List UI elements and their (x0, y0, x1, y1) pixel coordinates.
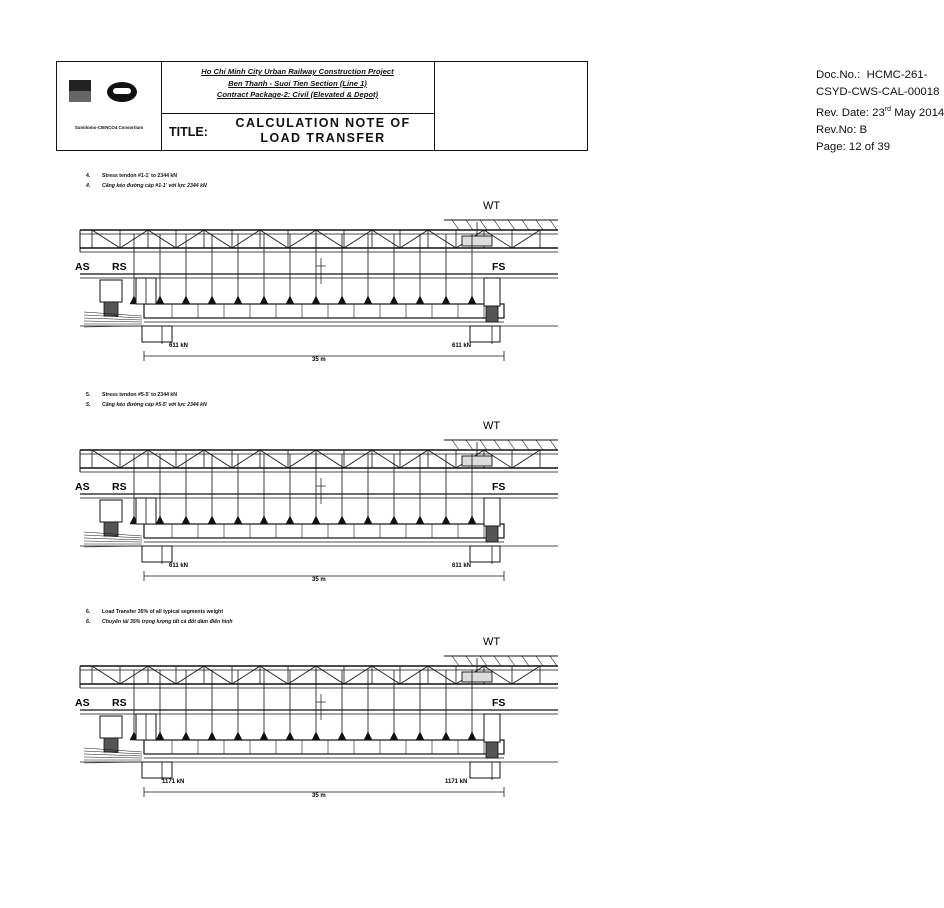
hanger-jack (208, 296, 216, 304)
load-right-label: 1171 kN (445, 779, 468, 785)
as-label: AS (75, 481, 90, 493)
doc-no-line1: HCMC-261- (866, 69, 928, 81)
hanger-jack (416, 516, 424, 524)
hanger-jack (468, 296, 476, 304)
auxiliary-support (100, 500, 122, 522)
truss-diagonal (512, 666, 540, 684)
hanger-jack (338, 296, 346, 304)
page-number: Page: 12 of 39 (816, 140, 891, 153)
step-text-en: Stress tendon #5-5' to 2344 kN (102, 392, 178, 398)
launching-gantry-drawing (72, 180, 566, 375)
hanger-jack (442, 296, 450, 304)
step-text-vi: Căng kéo đường cáp #1-1' với lực 2344 kN (102, 182, 207, 189)
hanger-jack (468, 516, 476, 524)
truss-diagonal (148, 230, 176, 248)
truss-diagonal (232, 666, 260, 684)
step-number: 4. (86, 173, 91, 179)
load-left-label: 611 kN (169, 563, 189, 569)
pier-hatch (84, 754, 142, 756)
hanger-jack (338, 516, 346, 524)
truss-diagonal (288, 230, 316, 248)
document-title (217, 116, 429, 146)
auxiliary-support (100, 716, 122, 738)
pier-left (142, 762, 172, 778)
auxiliary-support (100, 280, 122, 302)
pier-right (470, 762, 500, 778)
project-line: Ben Thanh - Suoi Tien Section (Line 1) (228, 78, 367, 88)
hanger-jack (312, 732, 320, 740)
front-support (484, 498, 500, 526)
nose-girder-lacing (494, 440, 501, 450)
project-line: Contract Package-2: Civil (Elevated & Depot) (216, 90, 379, 99)
truss-diagonal (372, 230, 400, 248)
front-support-base (486, 306, 498, 322)
front-support-base (486, 526, 498, 542)
hanger-jack (260, 732, 268, 740)
nose-girder-lacing (452, 440, 459, 450)
hanger-jack (208, 732, 216, 740)
nose-girder-lacing (494, 656, 501, 666)
truss-diagonal (512, 230, 540, 248)
hanger-jack (208, 516, 216, 524)
nose-girder-lacing (466, 220, 473, 230)
nose-girder-lacing (466, 656, 473, 666)
winch-trolley (462, 236, 492, 246)
hanger-jack (182, 296, 190, 304)
step-text-en: Stress tendon #1-1' to 2344 kN (102, 173, 178, 179)
project-line: Ho Chi Minh City Urban Railway Construction Project (201, 67, 394, 76)
truss-diagonal (372, 666, 400, 684)
rev-date-rest: May 2014 (894, 106, 944, 119)
step-number: 4. (86, 182, 91, 189)
truss-diagonal (204, 230, 232, 248)
pier-hatch (84, 318, 142, 320)
load-left-label: 611 kN (169, 343, 189, 349)
pier-left (142, 326, 172, 342)
nose-girder-lacing (452, 656, 459, 666)
truss-diagonal (400, 666, 428, 684)
hanger-jack (390, 732, 398, 740)
hanger-jack (260, 516, 268, 524)
nose-girder-lacing (522, 440, 529, 450)
nose-girder-lacing (550, 656, 557, 666)
hanger-jack (390, 516, 398, 524)
fs-label: FS (492, 261, 506, 273)
gantry-structure (80, 220, 558, 361)
hanger-jack (182, 516, 190, 524)
project-name (161, 66, 434, 101)
truss-diagonal (176, 666, 204, 684)
truss-diagonal (512, 450, 540, 468)
winch-trolley (462, 456, 492, 466)
step-text-vi: Căng kéo đường cáp #5-5' với lực 2344 kN (102, 401, 207, 408)
hanger-jack (312, 516, 320, 524)
nose-girder-lacing (536, 656, 543, 666)
truss-diagonal (316, 230, 344, 248)
pier-left (142, 546, 172, 562)
fs-label: FS (492, 481, 506, 493)
nose-girder-lacing (480, 440, 487, 450)
truss-diagonal (288, 450, 316, 468)
hanger-jack (260, 296, 268, 304)
launching-gantry-drawing (72, 616, 566, 811)
truss-diagonal (232, 230, 260, 248)
hanger-jack (234, 732, 242, 740)
load-left-label: 1171 kN (162, 779, 185, 785)
hanger-jack (182, 732, 190, 740)
pier-hatch (84, 541, 142, 542)
hanger-jack (286, 516, 294, 524)
nose-girder-lacing (508, 440, 515, 450)
rev-date-label: Rev. Date: (816, 106, 869, 119)
step-number: 6. (86, 609, 91, 615)
truss-diagonal (204, 450, 232, 468)
nose-girder-lacing (480, 656, 487, 666)
truss-diagonal (176, 450, 204, 468)
pier-hatch (84, 321, 142, 322)
truss-diagonal (428, 230, 456, 248)
as-label: AS (75, 697, 90, 709)
truss-diagonal (428, 666, 456, 684)
winch-trolley (462, 672, 492, 682)
truss-diagonal (176, 230, 204, 248)
step-text-vi: Chuyển tải 35% trọng lượng tất cả đốt dầm điển hình (102, 618, 233, 625)
truss-diagonal (316, 666, 344, 684)
span-label: 35 m (312, 793, 326, 799)
nose-girder-lacing (522, 220, 529, 230)
pier-hatch (84, 538, 142, 540)
sumitomo-logo (69, 80, 91, 102)
title-line: CALCULATION NOTE OF (235, 116, 411, 130)
front-support (484, 714, 500, 742)
truss-diagonal (372, 450, 400, 468)
divider (161, 113, 434, 114)
title-label: TITLE: (169, 125, 208, 139)
nose-girder-lacing (536, 220, 543, 230)
hanger-jack (312, 296, 320, 304)
hanger-jack (338, 732, 346, 740)
rev-date-suffix: rd (884, 106, 892, 113)
doc-no-line2: CSYD-CWS-CAL-00018 (816, 86, 940, 98)
hanger-jack (364, 732, 372, 740)
hanger-jack (286, 296, 294, 304)
hanger-jack (156, 296, 164, 304)
span-label: 35 m (312, 357, 326, 363)
nose-girder-lacing (522, 656, 529, 666)
hanger-jack (390, 296, 398, 304)
hanger-jack (364, 296, 372, 304)
nose-girder-lacing (480, 220, 487, 230)
rev-date-day: 23 (872, 106, 885, 119)
nose-girder-lacing (508, 220, 515, 230)
document-info (816, 67, 944, 156)
rs-label: RS (112, 697, 127, 709)
nose-girder-lacing (550, 440, 557, 450)
step-number: 5. (86, 401, 91, 408)
hanger-jack (416, 296, 424, 304)
truss-diagonal (400, 450, 428, 468)
rev-no: Rev.No: B (816, 123, 868, 136)
cienco4-logo (107, 82, 137, 102)
hanger-jack (442, 516, 450, 524)
hanger-jack (234, 296, 242, 304)
gantry-structure (80, 656, 558, 797)
document-info-cell (434, 62, 944, 153)
truss-diagonal (92, 450, 120, 468)
wt-label: WT (483, 200, 501, 212)
truss-diagonal (148, 450, 176, 468)
hanger-jack (234, 516, 242, 524)
nose-girder-lacing (508, 656, 515, 666)
step-number: 6. (86, 618, 91, 625)
front-support-base (486, 742, 498, 758)
truss-diagonal (400, 230, 428, 248)
title-block (56, 61, 944, 153)
nose-girder-lacing (550, 220, 557, 230)
hanger-jack (364, 516, 372, 524)
truss-diagonal (92, 666, 120, 684)
front-support (484, 278, 500, 306)
load-right-label: 611 kN (452, 343, 472, 349)
fs-label: FS (492, 697, 506, 709)
consortium-name: Sumitomo-CIENCO4 Consortium (74, 125, 144, 130)
step-text-en: Load Transfer 35% of all typical segments weight (102, 609, 224, 615)
hanger-jack (468, 732, 476, 740)
hanger-jack (156, 516, 164, 524)
pier-right (470, 546, 500, 562)
logo-cell (57, 62, 162, 150)
pier-hatch (84, 757, 142, 758)
step-number: 5. (86, 392, 91, 398)
load-right-label: 611 kN (452, 563, 472, 569)
truss-diagonal (288, 666, 316, 684)
launching-gantry-drawing (72, 400, 566, 595)
truss-diagonal (232, 450, 260, 468)
wt-label: WT (483, 420, 501, 432)
nose-girder-lacing (494, 220, 501, 230)
pier-right (470, 326, 500, 342)
nose-girder-lacing (536, 440, 543, 450)
rs-label: RS (112, 261, 127, 273)
hanger-jack (442, 732, 450, 740)
span-label: 35 m (312, 577, 326, 583)
nose-girder-lacing (466, 440, 473, 450)
doc-no-label: Doc.No.: (816, 69, 861, 81)
as-label: AS (75, 261, 90, 273)
hanger-jack (286, 732, 294, 740)
hanger-jack (416, 732, 424, 740)
hanger-jack (156, 732, 164, 740)
truss-diagonal (428, 450, 456, 468)
rs-label: RS (112, 481, 127, 493)
truss-diagonal (316, 450, 344, 468)
truss-diagonal (148, 666, 176, 684)
gantry-structure (80, 440, 558, 581)
title-line: LOAD TRANSFER (260, 131, 386, 145)
truss-diagonal (204, 666, 232, 684)
nose-girder-lacing (452, 220, 459, 230)
truss-diagonal (92, 230, 120, 248)
wt-label: WT (483, 636, 501, 648)
